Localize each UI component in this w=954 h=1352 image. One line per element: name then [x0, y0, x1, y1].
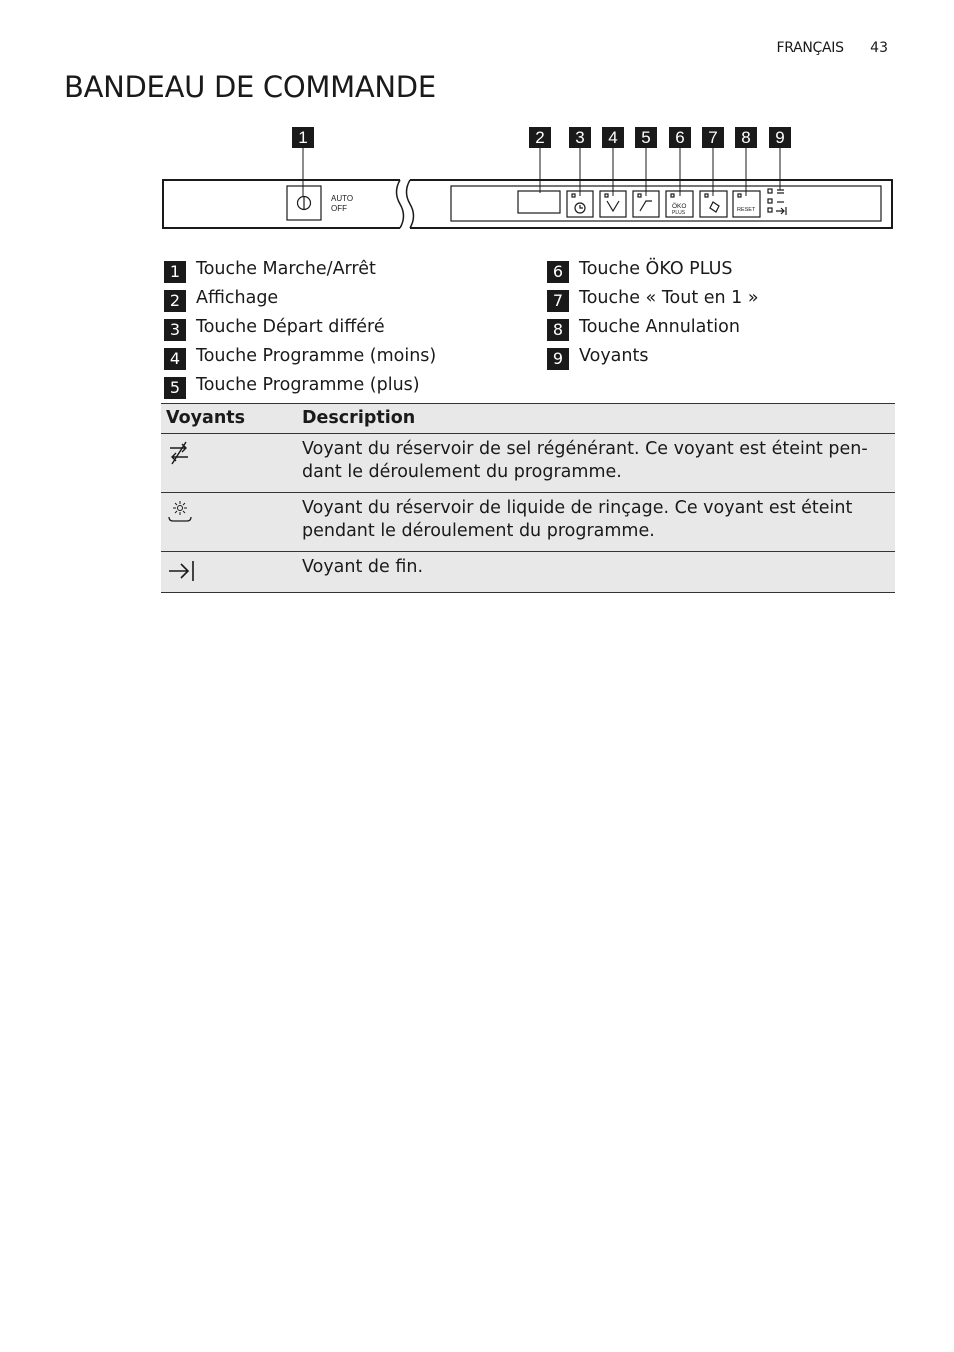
legend-number: 3: [164, 319, 186, 341]
legend-item: [547, 254, 887, 283]
rinse-aid-icon: [166, 499, 194, 525]
indicator-cell: [161, 552, 297, 593]
legend-label: Touche Départ différé: [196, 316, 385, 337]
callout-6-label: 6: [675, 128, 685, 147]
legend-item: [164, 370, 534, 399]
legend-number: 7: [547, 290, 569, 312]
legend-number: 8: [547, 319, 569, 341]
table-row: [161, 493, 895, 552]
legend-left: [164, 254, 534, 399]
auto-label: AUTO: [331, 194, 354, 203]
legend-number: 4: [164, 348, 186, 370]
legend-label: Touche Programme (moins): [196, 345, 437, 366]
legend-label: Affichage: [196, 287, 279, 308]
table-row: [161, 434, 895, 493]
language-label: FRANÇAIS: [776, 40, 844, 56]
legend-number: 1: [164, 261, 186, 283]
control-panel-diagram: [0, 0, 954, 240]
callout-5-label: 5: [641, 128, 651, 147]
legend-item: [547, 283, 887, 312]
callout-7-label: 7: [708, 128, 718, 147]
off-label: OFF: [331, 204, 347, 213]
oko-label: ÖKO: [672, 203, 687, 210]
legend-number: 2: [164, 290, 186, 312]
legend-number: 9: [547, 348, 569, 370]
legend-right: [547, 254, 887, 370]
callout-8-label: 8: [741, 128, 751, 147]
plus-label: PLUS: [672, 210, 686, 216]
indicator-description: Voyant du réservoir de sel régénérant. Ce voyant est éteint pen-dant le déroulement du programme.: [297, 434, 895, 493]
reset-label: RESET: [737, 207, 756, 213]
legend-item: [164, 254, 534, 283]
indicator-cell: [161, 434, 297, 493]
legend-item: [164, 312, 534, 341]
page-title: BANDEAU DE COMMANDE: [64, 70, 436, 104]
legend-item: [547, 341, 887, 370]
column-header-voyants: Voyants: [161, 404, 297, 434]
indicator-cell: [161, 493, 297, 552]
salt-icon: [166, 440, 192, 466]
legend-label: Voyants: [579, 345, 649, 366]
legend-number: 6: [547, 261, 569, 283]
legend-item: [164, 283, 534, 312]
indicator-description: Voyant de fin.: [297, 552, 895, 593]
indicator-description: Voyant du réservoir de liquide de rinçage. Ce voyant est éteint pendant le déroulement du programme.: [297, 493, 895, 552]
page-number: 43: [870, 40, 888, 56]
callout-9-label: 9: [775, 128, 785, 147]
legend-label: Touche Annulation: [579, 316, 740, 337]
table-header-row: [161, 404, 895, 434]
legend-number: 5: [164, 377, 186, 399]
legend-label: Touche Marche/Arrêt: [196, 258, 376, 279]
indicators-table: [161, 403, 895, 593]
end-icon: [166, 558, 196, 584]
legend-label: Touche ÖKO PLUS: [579, 258, 733, 279]
legend-item: [547, 312, 887, 341]
legend-label: Touche « Tout en 1 »: [579, 287, 759, 308]
table-row: [161, 552, 895, 593]
callout-1-label: 1: [298, 128, 308, 147]
legend-item: [164, 341, 534, 370]
callout-4-label: 4: [608, 128, 618, 147]
column-header-description: Description: [297, 404, 895, 434]
legend-label: Touche Programme (plus): [196, 374, 420, 395]
callout-2-label: 2: [535, 128, 545, 147]
callout-3-label: 3: [575, 128, 585, 147]
